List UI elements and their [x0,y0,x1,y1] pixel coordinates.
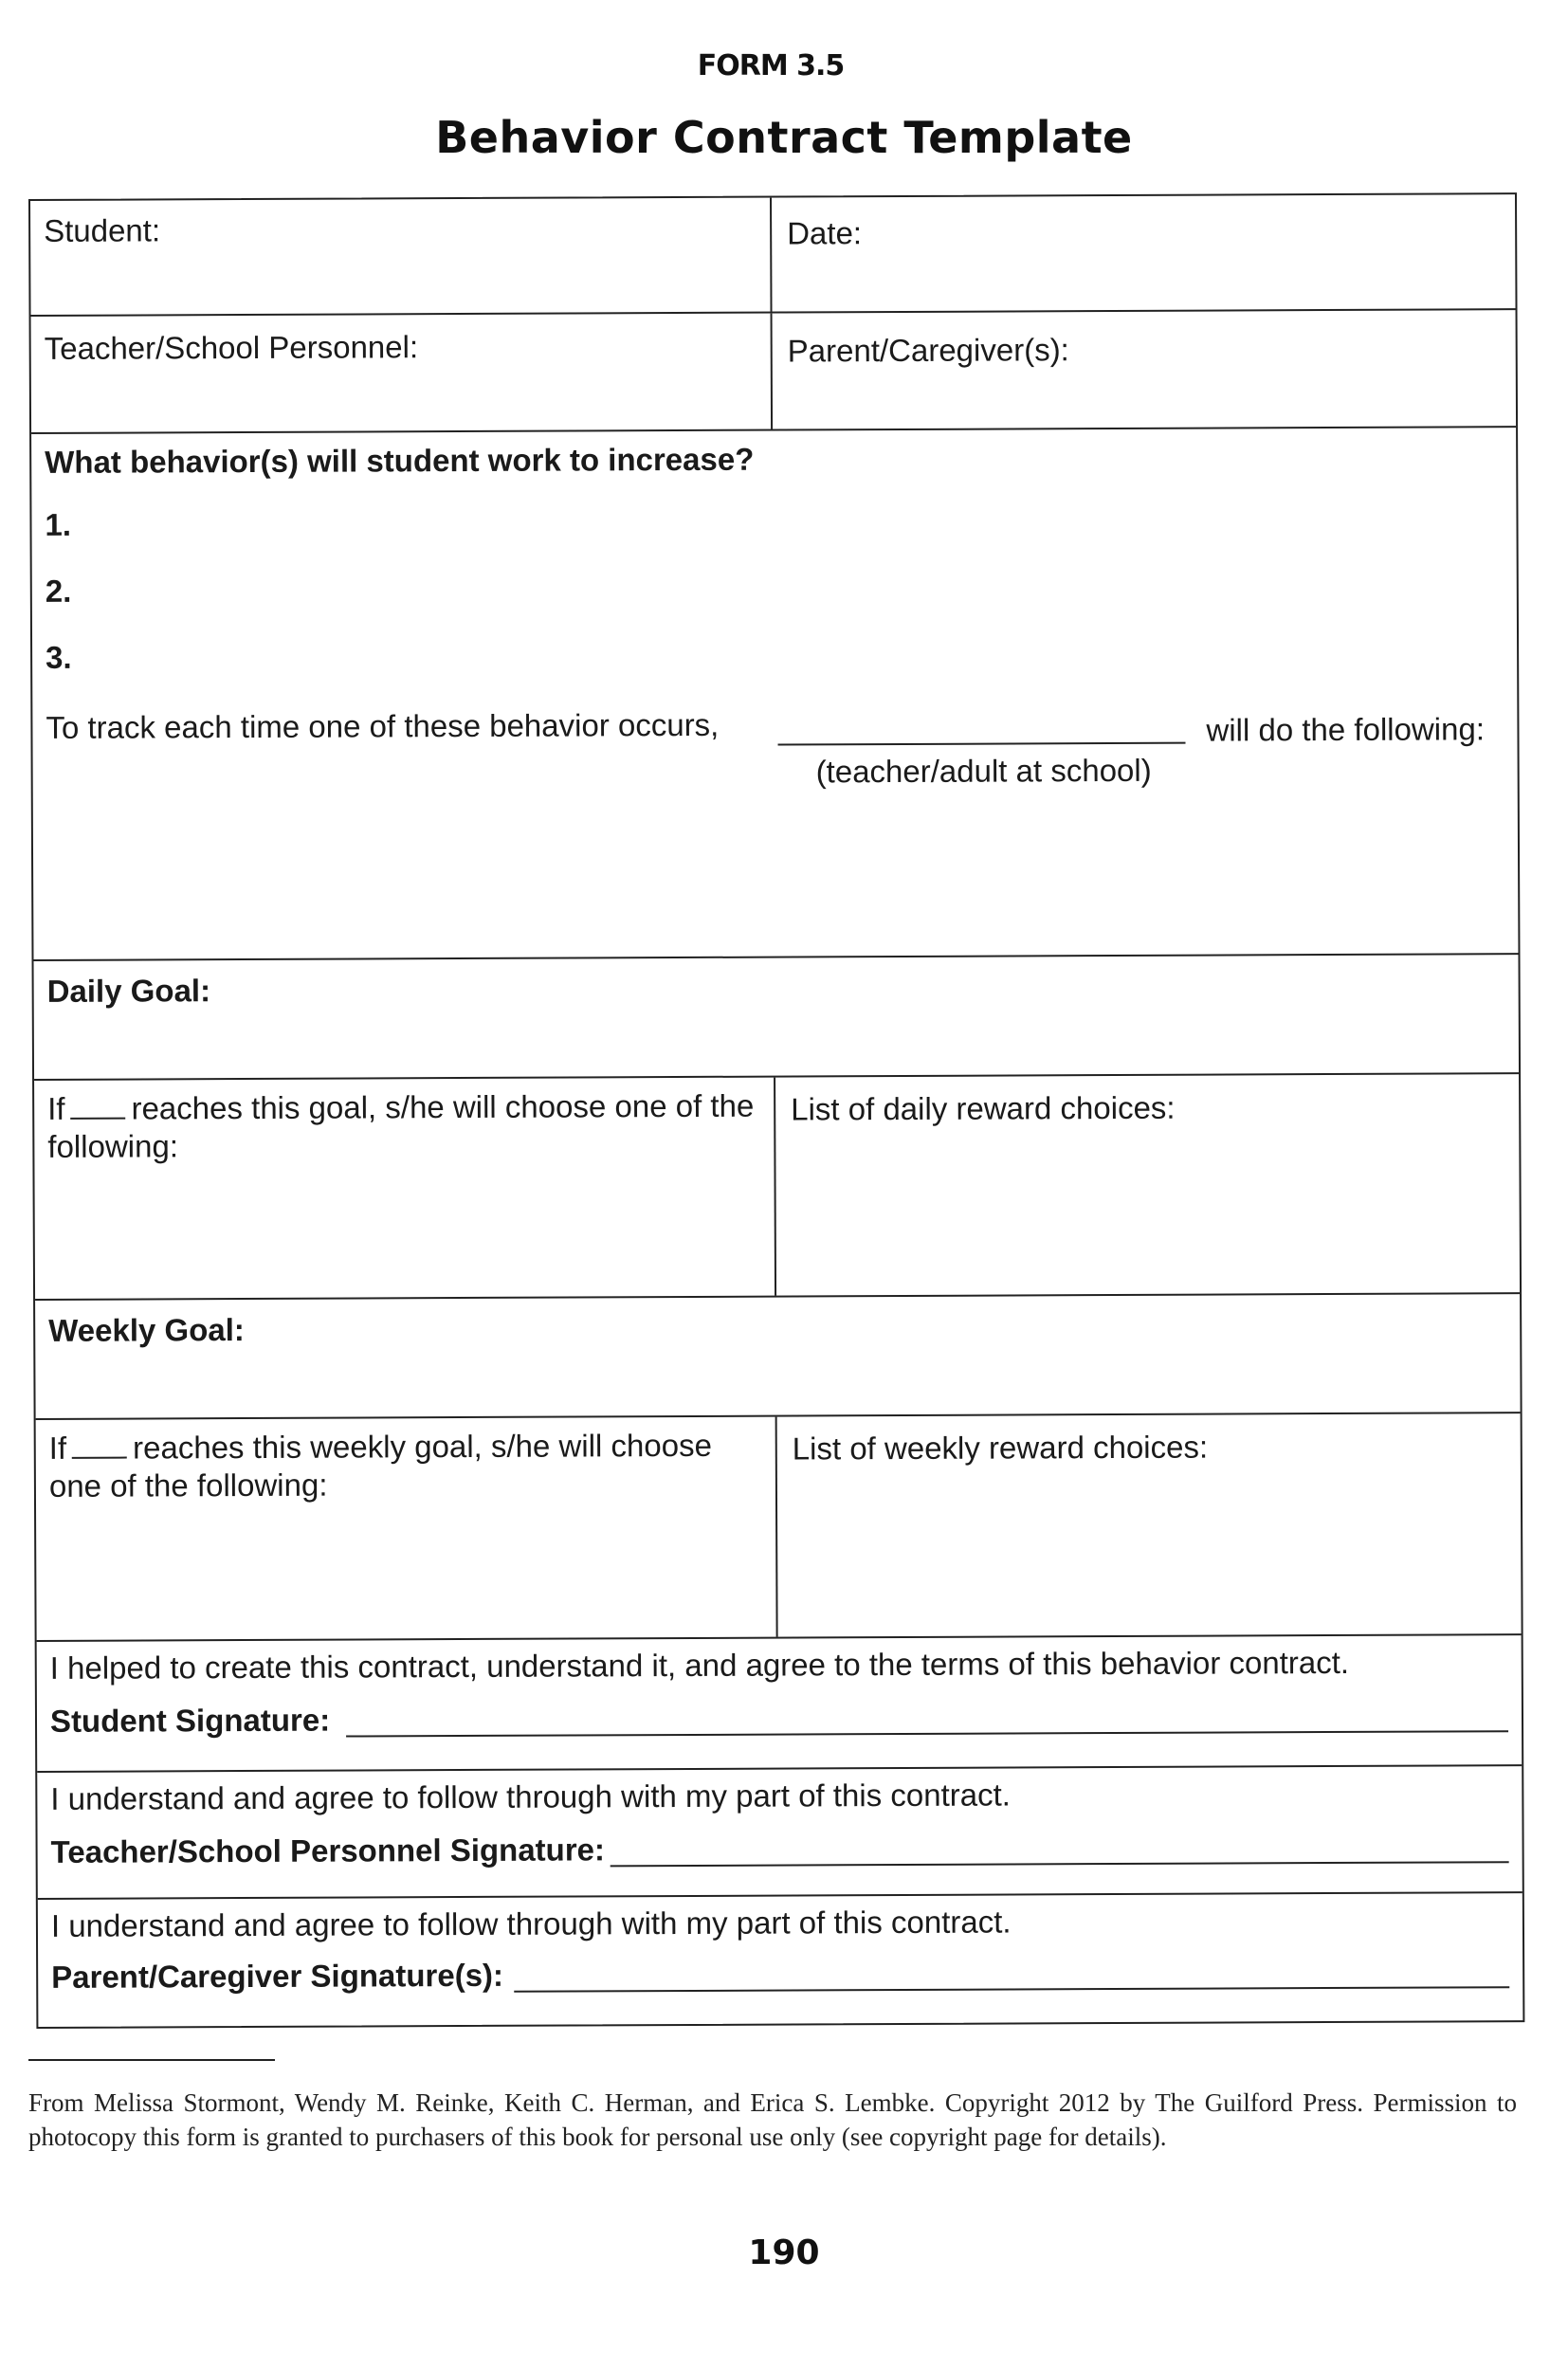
parent-agreement-text: I understand and agree to follow through with my part of this contract. [50,1904,1012,1943]
daily-choose-text: reaches this goal, s/he will choose one of the following: [47,1087,755,1164]
behavior-item-1[interactable]: 1. [45,506,72,542]
daily-name-blank[interactable] [70,1091,125,1120]
track-suffix-text: will do the following: [1206,711,1486,748]
daily-goal-row[interactable] [34,955,1520,1081]
date-label: Date: [787,215,863,251]
behavior-item-2[interactable]: 2. [45,573,72,609]
student-signature-row [37,1635,1522,1773]
daily-if-word: If [47,1090,65,1126]
parent-signature-label: Parent/Caregiver Signature(s): [51,1957,504,1995]
teacher-field[interactable] [31,314,774,432]
teacher-signature-row [37,1766,1522,1900]
weekly-goal-label: Weekly Goal: [48,1312,245,1348]
daily-choice-cell[interactable] [34,1078,776,1299]
student-field[interactable] [30,198,773,315]
student-label: Student: [44,212,161,248]
weekly-choice-cell[interactable] [36,1417,778,1640]
weekly-choice-text [49,1427,770,1505]
behavior-item-3[interactable]: 3. [46,639,72,675]
student-signature-line[interactable] [346,1730,1508,1737]
daily-reward-row [34,1074,1520,1301]
copyright-credit: From Melissa Stormont, Wendy M. Reinke, Keith C. Herman, and Erica S. Lembke. Copyright 2012 by The Guilford Press. Permission to photocopy this form is granted to purchasers of this book for personal use only (see copyright page for details). [28,2088,1517,2151]
daily-goal-label: Daily Goal: [46,973,211,1009]
weekly-name-blank[interactable] [72,1431,127,1459]
teacher-agreement-text: I understand and agree to follow through with my part of this contract. [50,1777,1011,1816]
track-prefix-text: To track each time one of these behavior occurs, [46,706,720,745]
daily-rewards-cell[interactable] [775,1074,1520,1295]
behavior-contract-form [28,192,1524,2029]
page-title: Behavior Contract Template [435,112,1133,163]
student-date-row [30,194,1516,317]
behaviors-question: What behavior(s) will student work to increase? [45,441,755,480]
student-agreement-text: I helped to create this contract, understand it, and agree to the terms of this behavior contract. [49,1644,1350,1686]
parent-signature-line[interactable] [514,1986,1509,1993]
footnote-divider [28,2059,275,2061]
teacher-label: Teacher/School Personnel: [44,329,419,366]
student-signature-label: Student Signature: [49,1702,331,1739]
daily-choice-text [47,1087,768,1166]
parent-signature-row [38,1893,1523,2027]
daily-rewards-label: List of daily reward choices: [791,1089,1176,1127]
parent-field[interactable] [773,310,1517,428]
teacher-parent-row [31,310,1517,434]
teacher-signature-label: Teacher/School Personnel Signature: [50,1832,606,1869]
page-number: 190 [748,2233,820,2272]
weekly-choose-text: reaches this weekly goal, s/he will choose one of the following: [48,1427,712,1504]
date-field[interactable] [772,194,1516,311]
behaviors-section [31,428,1518,961]
track-caption: (teacher/adult at school) [815,752,1152,790]
weekly-if-word: If [48,1430,67,1466]
parent-label: Parent/Caregiver(s): [787,332,1069,369]
weekly-rewards-cell[interactable] [777,1413,1522,1636]
weekly-goal-row[interactable] [35,1294,1521,1420]
teacher-signature-line[interactable] [611,1861,1509,1867]
form-number-label: FORM 3.5 [697,49,845,82]
teacher-name-blank[interactable] [778,742,1186,746]
weekly-rewards-label: List of weekly reward choices: [792,1429,1209,1467]
weekly-reward-row [36,1413,1522,1642]
